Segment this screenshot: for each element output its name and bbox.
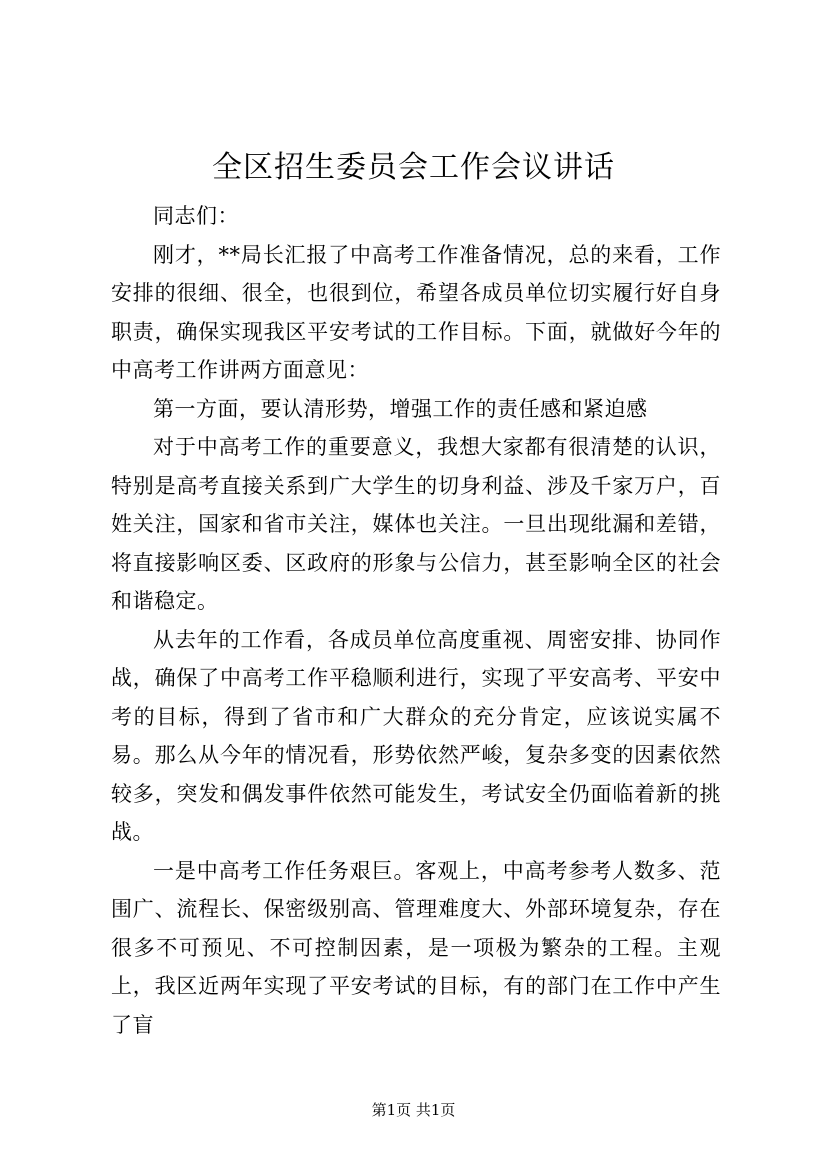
body-paragraph: 从去年的工作看，各成员单位高度重视、周密安排、协同作战，确保了中高考工作平稳顺利进行，实现了平安高考、平安中考的目标，得到了省市和广大群众的充分肯定，应该说实属不易。那么从今年的情况看，形势依然严峻，复杂多变的因素依然较多，突发和偶发事件依然可能发生，考试安全仍面临着新的挑战。: [111, 627, 721, 844]
body-paragraph: 对于中高考工作的重要意义，我想大家都有很清楚的认识，特别是高考直接关系到广大学生的切身利益、涉及千家万户，百姓关注，国家和省市关注，媒体也关注。一旦出现纰漏和差错，将直接影响区委、区政府的形象与公信力，甚至影响全区的社会和谐稳定。: [111, 435, 721, 613]
body-paragraph: 刚才，**局长汇报了中高考工作准备情况，总的来看，工作安排的很细、很全，也很到位，希望各成员单位切实履行好自身职责，确保实现我区平安考试的工作目标。下面，就做好今年的中高考工作讲两方面意见：: [111, 242, 721, 382]
salutation-paragraph: 同志们：: [153, 204, 239, 228]
document-title: 全区招生委员会工作会议讲话: [212, 150, 615, 185]
document-body: [111, 197, 721, 1044]
section-heading: 第一方面，要认清形势，增强工作的责任感和紧迫感: [153, 396, 648, 421]
page-footer: 第1页 共1页: [371, 1101, 456, 1119]
body-paragraph: 一是中高考工作任务艰巨。客观上，中高考参考人数多、范围广、流程长、保密级别高、管理难度大、外部环境复杂，存在很多不可预见、不可控制因素，是一项极为繁杂的工程。主观上，我区近两年实现了平安考试的目标，有的部门在工作中产生了盲: [111, 858, 721, 1037]
